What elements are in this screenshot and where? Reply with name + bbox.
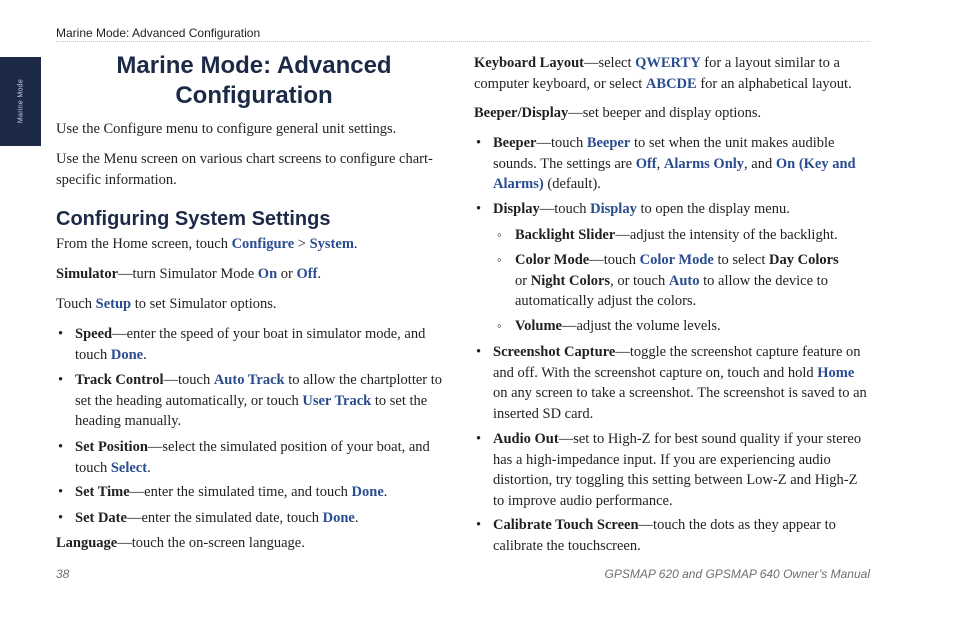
backlight-item: Backlight Slider—adjust the intensity of the backlight. <box>515 227 838 243</box>
simulator-setting: Simulator—turn Simulator Mode On or Off. <box>56 266 322 282</box>
calibrate-item: Calibrate Touch Screen—touch the dots as they appear to calibrate the touchscreen. <box>493 517 836 554</box>
page-number: 38 <box>56 567 70 581</box>
beeper-display-setting: Beeper/Display—set beeper and display options. <box>474 105 762 121</box>
display-item: Display—touch Display to open the display menu. <box>493 201 790 217</box>
intro-paragraph-2: Use the Menu screen on various chart screens to configure chart- specific information. <box>56 151 433 188</box>
keyboard-layout-setting: Keyboard Layout—select QWERTY for a layout similar to a computer keyboard, or select ABCDE for an alphabetical layout. <box>474 55 852 92</box>
set-date-item: Set Date—enter the simulated date, touch Done. <box>75 510 359 526</box>
bullet-date: • <box>58 510 64 526</box>
volume-item: Volume—adjust the volume levels. <box>515 318 721 334</box>
speed-item: Speed—enter the speed of your boat in simulator mode, and touch Done. <box>75 326 426 363</box>
setup-instruction: Touch Setup to set Simulator options. <box>56 296 277 312</box>
system-link: System <box>309 236 354 252</box>
bullet-speed: • <box>58 326 64 342</box>
bullet-position: • <box>58 439 64 455</box>
bullet-audio: • <box>476 431 482 447</box>
set-time-item: Set Time—enter the simulated time, and touch Done. <box>75 484 388 500</box>
screenshot-capture-item: Screenshot Capture—toggle the screenshot capture feature on and off. With the screenshot capture on, touch and hold Home on any screen to take a screenshot. The screenshot is saved to an inserted SD card. <box>493 344 867 422</box>
bullet-screenshot: • <box>476 344 482 360</box>
bullet-time: • <box>58 484 64 500</box>
navigation-path: From the Home screen, touch Configure > System. <box>56 236 358 252</box>
intro-paragraph-1: Use the Configure menu to configure general unit settings. <box>56 121 397 137</box>
side-tab-text: Marine Mode <box>17 78 25 124</box>
beeper-item: Beeper—touch Beeper to set when the unit makes audible sounds. The settings are Off, Alarms Only, and On (Key and Alarms) (default). <box>493 135 856 192</box>
track-control-item: Track Control—touch Auto Track to allow the chartplotter to set the heading automatically, or touch User Track to set the heading manually. <box>75 372 443 429</box>
set-position-item: Set Position—select the simulated position of your boat, and touch Select. <box>75 439 430 476</box>
configure-link: Configure <box>231 236 295 252</box>
running-head: Marine Mode: Advanced Configuration <box>56 26 261 40</box>
language-setting: Language—touch the on-screen language. <box>56 535 305 551</box>
audio-out-item: Audio Out—set to High-Z for best sound quality if your stereo has a high-impedance input. If you are experiencing audio distortion, try toggling this setting between Low-Z and High-Z to improve audio performance. <box>493 431 862 509</box>
color-mode-item: Color Mode—touch Color Mode to select Day Colors or Night Colors, or touch Auto to allow the device to automatically adjust the colors. <box>515 252 839 309</box>
manual-title: GPSMAP 620 and GPSMAP 640 Owner’s Manual <box>604 567 870 581</box>
bullet-display: • <box>476 201 482 217</box>
sub-bullet-color: ◦ <box>497 252 502 267</box>
bullet-track: • <box>58 372 64 388</box>
sub-bullet-backlight: ◦ <box>497 227 502 242</box>
page-title: Marine Mode: Advanced Configuration <box>116 52 392 109</box>
section-title: Configuring System Settings <box>56 208 331 230</box>
side-tab <box>0 57 41 146</box>
bullet-beeper: • <box>476 135 482 151</box>
bullet-calibrate: • <box>476 517 482 533</box>
header-rule <box>56 41 870 42</box>
sub-bullet-volume: ◦ <box>497 318 502 333</box>
